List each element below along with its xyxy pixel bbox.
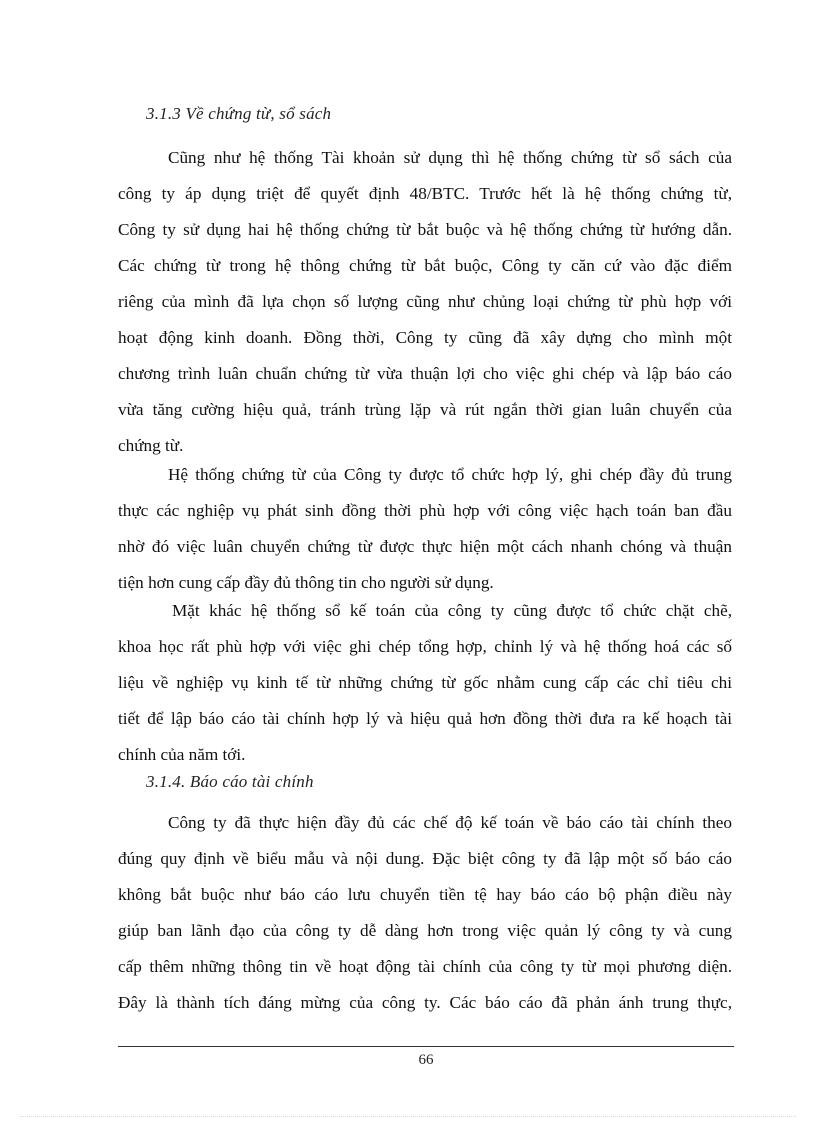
text-line: cấp thêm những thông tin về hoạt động tài chính của công ty từ mọi phương diện. bbox=[118, 957, 732, 976]
footer-rule bbox=[118, 1046, 734, 1047]
text-line: Hệ thống chứng từ của Công ty được tổ chức hợp lý, ghi chép đầy đủ trung bbox=[168, 465, 732, 484]
page-number: 66 bbox=[418, 1052, 434, 1068]
page-bottom-dotted-border bbox=[20, 1116, 796, 1117]
text-line: đúng quy định về biểu mẫu và nội dung. Đặc biệt công ty đã lập một số báo cáo bbox=[118, 849, 732, 868]
text-line: riêng của mình đã lựa chọn số lượng cũng như chủng loại chứng từ phù hợp với bbox=[118, 292, 732, 311]
text-line: tiết để lập báo cáo tài chính hợp lý và hiệu quả hơn đồng thời đưa ra kế hoạch tài bbox=[118, 709, 732, 728]
text-line: chứng từ. bbox=[118, 436, 184, 455]
text-line: công ty áp dụng triệt để quyết định 48/BTC. Trước hết là hệ thống chứng từ, bbox=[118, 184, 732, 203]
text-line: Công ty đã thực hiện đầy đủ các chế độ kế toán về báo cáo tài chính theo bbox=[168, 813, 732, 832]
section-heading-3-1-4: 3.1.4. Báo cáo tài chính bbox=[146, 772, 314, 791]
text-line: hoạt động kinh doanh. Đồng thời, Công ty cũng đã xây dựng cho mình một bbox=[118, 328, 732, 347]
text-line: không bắt buộc như báo cáo lưu chuyển tiền tệ hay báo cáo bộ phận điều này bbox=[118, 885, 732, 904]
text-line: chính của năm tới. bbox=[118, 745, 246, 764]
text-line: thực các nghiệp vụ phát sinh đồng thời phù hợp với công việc hạch toán ban đầu bbox=[118, 501, 732, 520]
section-heading-3-1-3: 3.1.3 Về chứng từ, sổ sách bbox=[146, 104, 332, 123]
text-line: Mặt khác hệ thống sổ kế toán của công ty cũng được tổ chức chặt chẽ, bbox=[172, 601, 732, 620]
text-line: Công ty sử dụng hai hệ thống chứng từ bắt buộc và hệ thống chứng từ hướng dẫn. bbox=[118, 220, 732, 239]
text-line: giúp ban lãnh đạo của công ty dễ dàng hơn trong việc quản lý công ty và cung bbox=[118, 921, 732, 940]
text-line: Cũng như hệ thống Tài khoản sử dụng thì hệ thống chứng từ sổ sách của bbox=[168, 148, 732, 167]
text-line: vừa tăng cường hiệu quả, tránh trùng lặp và rút ngắn thời gian luân chuyển của bbox=[118, 400, 732, 419]
text-line: khoa học rất phù hợp với việc ghi chép tổng hợp, chỉnh lý và hệ thống hoá các số bbox=[118, 637, 732, 656]
text-line: Các chứng từ trong hệ thông chứng từ bắt buộc, Công ty căn cứ vào đặc điểm bbox=[118, 256, 732, 275]
text-line: liệu về nghiệp vụ kinh tế từ những chứng từ gốc nhằm cung cấp các chỉ tiêu chi bbox=[118, 673, 732, 692]
text-line: nhờ đó việc luân chuyển chứng từ được thực hiện một cách nhanh chóng và thuận bbox=[118, 537, 732, 556]
text-line: chương trình luân chuẩn chứng từ vừa thuận lợi cho việc ghi chép và lập báo cáo bbox=[118, 364, 732, 383]
text-line: Đây là thành tích đáng mừng của công ty. Các báo cáo đã phản ánh trung thực, bbox=[118, 993, 732, 1012]
text-line: tiện hơn cung cấp đầy đủ thông tin cho người sử dụng. bbox=[118, 573, 494, 592]
